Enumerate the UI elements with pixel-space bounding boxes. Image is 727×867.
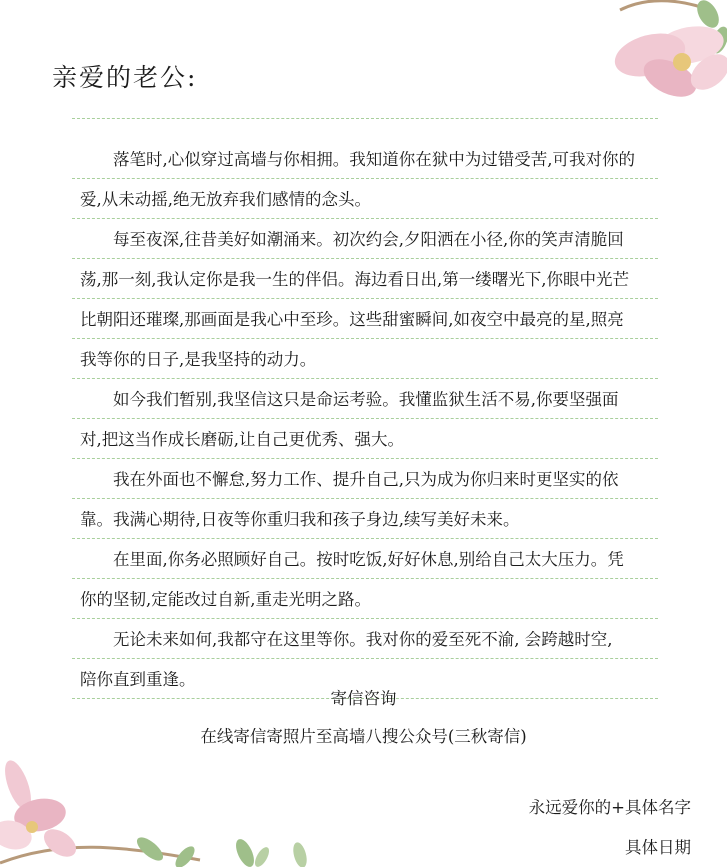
letter-line: 在里面,你务必照顾好自己。按时吃饭,好好休息,别给自己太大压力。凭 <box>80 550 624 569</box>
letter-line: 我在外面也不懈怠,努力工作、提升自己,只为成为你归来时更坚实的依 <box>80 470 619 489</box>
consult-title: 寄信咨询 <box>330 689 397 708</box>
letter-line: 无论未来如何,我都守在这里等你。我对你的爱至死不渝, 会跨越时空, <box>80 630 613 649</box>
magnolia-flower-top-right <box>560 0 727 115</box>
date: 具体日期 <box>625 838 691 857</box>
ruled-line <box>72 178 658 179</box>
magnolia-flower-bottom-left <box>0 745 330 867</box>
letter-line: 我等你的日子,是我坚持的动力。 <box>80 350 317 369</box>
ruled-line <box>72 258 658 259</box>
ruled-line <box>72 578 658 579</box>
ruled-line <box>72 498 658 499</box>
letter-line: 陪你直到重逢。 <box>80 670 196 689</box>
ruled-line <box>72 538 658 539</box>
letter-line: 落笔时,心似穿过高墙与你相拥。我知道你在狱中为过错受苦,可我对你的 <box>80 150 635 169</box>
ruled-line <box>72 458 658 459</box>
ruled-line <box>72 218 658 219</box>
ruled-line <box>72 418 658 419</box>
letter-line: 每至夜深,往昔美好如潮涌来。初次约会,夕阳洒在小径,你的笑声清脆回 <box>80 230 624 249</box>
letter-line: 靠。我满心期待,日夜等你重归我和孩子身边,续写美好未来。 <box>80 510 520 529</box>
ruled-line <box>72 658 658 659</box>
ruled-line <box>72 378 658 379</box>
consult-text: 在线寄信寄照片至高墙八搜公众号(三秋寄信) <box>200 727 527 746</box>
signature: 永远爱你的+具体名字 <box>528 798 691 817</box>
letter-line: 你的坚韧,定能改过自新,重走光明之路。 <box>80 590 371 609</box>
ruled-line <box>72 298 658 299</box>
letter-line: 爱,从未动摇,绝无放弃我们感情的念头。 <box>80 190 371 209</box>
letter-line: 如今我们暂别,我坚信这只是命运考验。我懂监狱生活不易,你要坚强面 <box>80 390 619 409</box>
letter-line: 对,把这当作成长磨砺,让自己更优秀、强大。 <box>80 430 404 449</box>
ruled-line <box>72 338 658 339</box>
salutation: 亲爱的老公: <box>52 63 198 92</box>
ruled-line <box>72 618 658 619</box>
ruled-line <box>72 118 658 119</box>
letter-line: 荡,那一刻,我认定你是我一生的伴侣。海边看日出,第一缕曙光下,你眼中光芒 <box>80 270 629 289</box>
letter-line: 比朝阳还璀璨,那画面是我心中至珍。这些甜蜜瞬间,如夜空中最亮的星,照亮 <box>80 310 624 329</box>
